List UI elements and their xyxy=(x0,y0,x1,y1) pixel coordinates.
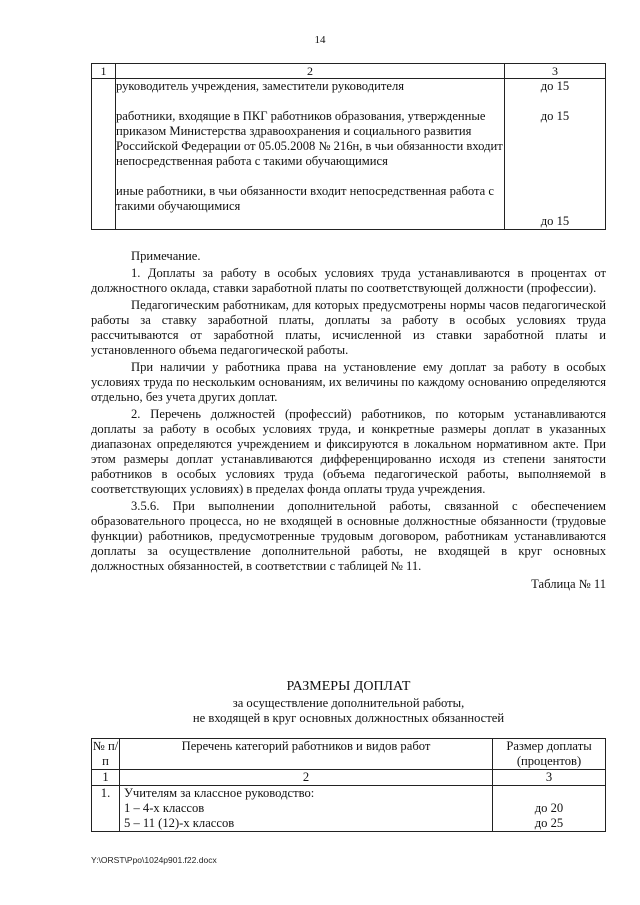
section-subtitle: не входящей в круг основных должностных обязанностей xyxy=(192,711,505,725)
notes-title: Примечание. xyxy=(131,249,201,263)
rate-value: до 25 xyxy=(534,816,564,830)
category-cell xyxy=(120,786,493,832)
header-col-2: 2 xyxy=(116,64,505,79)
category-item: 1 – 4-х классов xyxy=(124,801,205,815)
table-header-row xyxy=(92,64,606,79)
note-paragraph: Педагогическим работникам, для которых предусмотрены нормы часов педагогической работы за ставку заработной платы, доплаты за работу в особых условиях труда рассчитываются от заработной платы, исчисленной из ставки заработной платы и установленного объема педагогической работы. xyxy=(91,298,606,357)
row-number: 1. xyxy=(92,786,120,832)
col-number: 2 xyxy=(120,770,493,786)
rate-value: до 15 xyxy=(540,109,570,123)
category-title: Учителям за классное руководство: xyxy=(124,786,315,800)
table-number-row xyxy=(92,770,606,786)
header-categories: Перечень категорий работников и видов работ xyxy=(120,739,493,770)
header-rate: Размер доплаты (процентов) xyxy=(493,739,606,770)
rate-value: до 15 xyxy=(540,214,570,228)
col-number: 3 xyxy=(493,770,606,786)
header-col-1: 1 xyxy=(92,64,116,79)
category-text: работники, входящие в ПКГ работников образования, утвержденные приказом Министерства здравоохранения и социального развития Российской Федерации от 05.05.2008 № 216н, в чьи обязанности входит непосредственная работа с такими обучающимися xyxy=(116,109,503,168)
rate-value: до 20 xyxy=(534,801,564,815)
table-reference: Таблица № 11 xyxy=(531,577,606,591)
allowance-table-continued xyxy=(91,63,606,230)
section-subtitle: за осуществление дополнительной работы, xyxy=(232,696,465,710)
note-paragraph: 1. Доплаты за работу в особых условиях труда устанавливаются в процентах от должностного оклада, ставки заработной платы по соответствующей должности (профессии). xyxy=(91,266,606,295)
col-number: 1 xyxy=(92,770,120,786)
notes-section xyxy=(91,249,606,592)
section-title: РАЗМЕРЫ ДОПЛАТ xyxy=(286,679,411,694)
empty-number-cell xyxy=(92,79,116,230)
note-paragraph: При наличии у работника права на установление ему доплат за работу в особых условиях труда по нескольким основаниям, их величины по каждому основанию определяются отдельно, без учета других доплат. xyxy=(91,360,606,404)
allowance-table-11 xyxy=(91,738,606,832)
category-text: иные работники, в чьи обязанности входит непосредственная работа с такими обучающимися xyxy=(116,184,494,213)
clause-paragraph: 3.5.6. При выполнении дополнительной работы, связанной с обеспечением образовательного процесса, но не входящей в основные должностные обязанности (трудовые функции) работников, предусмотренные трудовым договором, работникам устанавливаются доплаты за осуществление дополнительной работы, не входящей в круг основных должностных обязанностей, в соответствии с таблицей № 11. xyxy=(91,499,606,573)
value-cell xyxy=(493,786,606,832)
table-row xyxy=(92,79,606,230)
header-col-3: 3 xyxy=(505,64,606,79)
page-number: 14 xyxy=(314,34,326,46)
table-header-row xyxy=(92,739,606,770)
header-number: № п/п xyxy=(92,739,119,768)
note-paragraph: 2. Перечень должностей (профессий) работников, по которым устанавливаются доплаты за работу в особых условиях труда, и конкретные размеры доплат в указанных диапазонах определяются учреждением и фиксируются в локальном нормативном акте. При этом размеры доплат устанавливаются дифференцированно исходя из степени занятости работников в особых условиях труда (объема педагогической работы, выполняемой в соответствующих условиях) в пределах фонда оплаты труда учреждения. xyxy=(91,407,606,496)
category-item: 5 – 11 (12)-х классов xyxy=(124,816,235,830)
table-row xyxy=(92,786,606,832)
value-cell xyxy=(505,79,606,230)
category-cell xyxy=(116,79,505,230)
rate-value: до 15 xyxy=(540,79,570,93)
category-text: руководитель учреждения, заместители руководителя xyxy=(116,79,405,93)
file-path-footer: Y:\ORST\Ppo\1024p901.f22.docx xyxy=(91,855,217,865)
